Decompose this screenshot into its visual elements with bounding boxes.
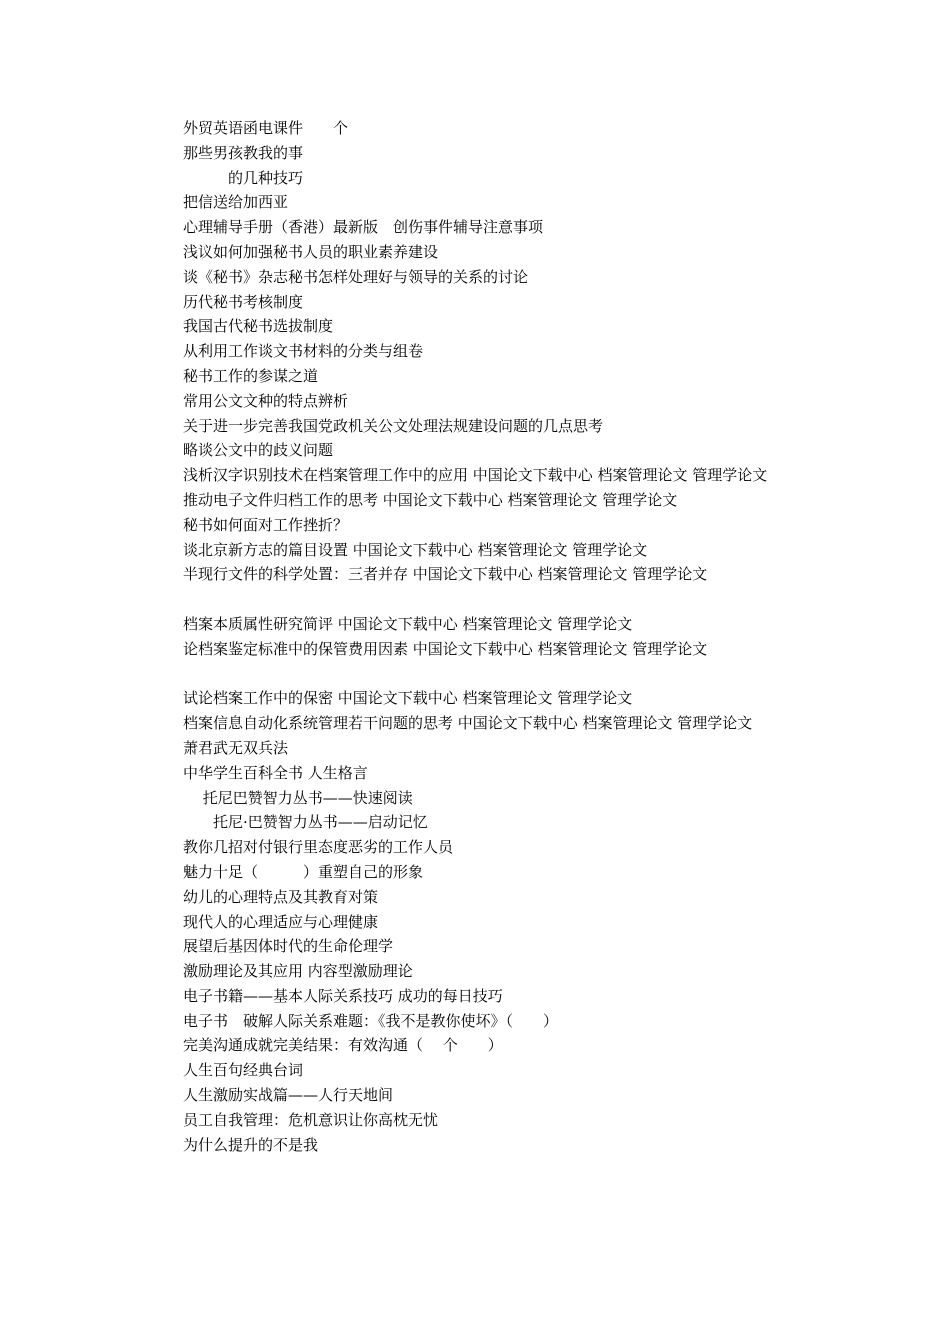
text-line: 档案本质属性研究简评 中国论文下载中心 档案管理论文 管理学论文 [183,614,633,633]
text-line: 谈《秘书》杂志秘书怎样处理好与领导的关系的讨论 [183,267,529,286]
text-line: 历代秘书考核制度 [183,292,304,311]
text-line: 从利用工作谈文书材料的分类与组卷 [183,342,424,361]
text-line: 激励理论及其应用 内容型激励理论 [183,962,413,981]
text-line: 电子书籍——基本人际关系技巧 成功的每日技巧 [183,986,503,1005]
text-line: 完美沟通成就完美结果：有效沟通（ 个 ） [183,1036,503,1055]
text-line: 秘书工作的参谋之道 [183,366,319,385]
text-line-wrapped: 档案信息自动化系统管理若干问题的思考 中国论文下载中心 档案管理论文 管理学论文 [183,714,753,733]
text-line: 萧君武无双兵法 [183,738,289,757]
text-line: 浅议如何加强秘书人员的职业素养建设 [183,242,439,261]
text-line: 员工自我管理：危机意识让你高枕无忧 [183,1110,439,1129]
text-line: 现代人的心理适应与心理健康 [183,912,379,931]
text-line: 略谈公文中的歧义问题 [183,441,334,460]
text-line: 人生百句经典台词 [183,1061,304,1080]
text-line: 教你几招对付银行里态度恶劣的工作人员 [183,838,454,857]
text-line: 那些男孩教我的事 [183,143,304,162]
text-line: 秘书如何面对工作挫折？ [183,515,349,534]
text-line: 半现行文件的科学处置：三者并存 中国论文下载中心 档案管理论文 管理学论文 [183,565,708,584]
text-line: 谈北京新方志的篇目设置 中国论文下载中心 档案管理论文 管理学论文 [183,540,648,559]
text-line: 人生激励实战篇——人行天地间 [183,1086,394,1105]
text-line: 心理辅导手册（香港）最新版 创伤事件辅导注意事项 [183,218,544,237]
text-line: 托尼·巴赞智力丛书——启动记忆 [183,813,428,832]
text-line: 论档案鉴定标准中的保管费用因素 中国论文下载中心 档案管理论文 管理学论文 [183,639,708,658]
text-line: 幼儿的心理特点及其教育对策 [183,887,379,906]
text-line: 魅力十足（ ）重塑自己的形象 [183,862,424,881]
text-line-wrapped: 浅析汉字识别技术在档案管理工作中的应用 中国论文下载中心 档案管理论文 管理学论文 [183,466,768,485]
document-body [143,116,815,1157]
blank-line [143,662,815,687]
text-line: 试论档案工作中的保密 中国论文下载中心 档案管理论文 管理学论文 [183,689,633,708]
blank-line [143,587,815,612]
text-line: 中华学生百科全书 人生格言 [183,763,368,782]
text-line: 常用公文文种的特点辨析 [183,391,349,410]
text-line: 我国古代秘书选拔制度 [183,317,334,336]
text-line: 关于进一步完善我国党政机关公文处理法规建设问题的几点思考 [183,416,604,435]
text-line: 把信送给加西亚 [183,193,289,212]
text-line: 托尼巴赞智力丛书——快速阅读 [183,788,413,807]
text-line: 推动电子文件归档工作的思考 中国论文下载中心 档案管理论文 管理学论文 [183,490,678,509]
text-line: 外贸英语函电课件 个 [183,119,349,137]
text-line: 展望后基因体时代的生命伦理学 [183,937,394,956]
text-line: 电子书 破解人际关系难题：《我不是教你使坏》（ ） [183,1011,559,1030]
text-line: 的几种技巧 [183,168,304,187]
text-line: 为什么提升的不是我 [183,1135,319,1154]
